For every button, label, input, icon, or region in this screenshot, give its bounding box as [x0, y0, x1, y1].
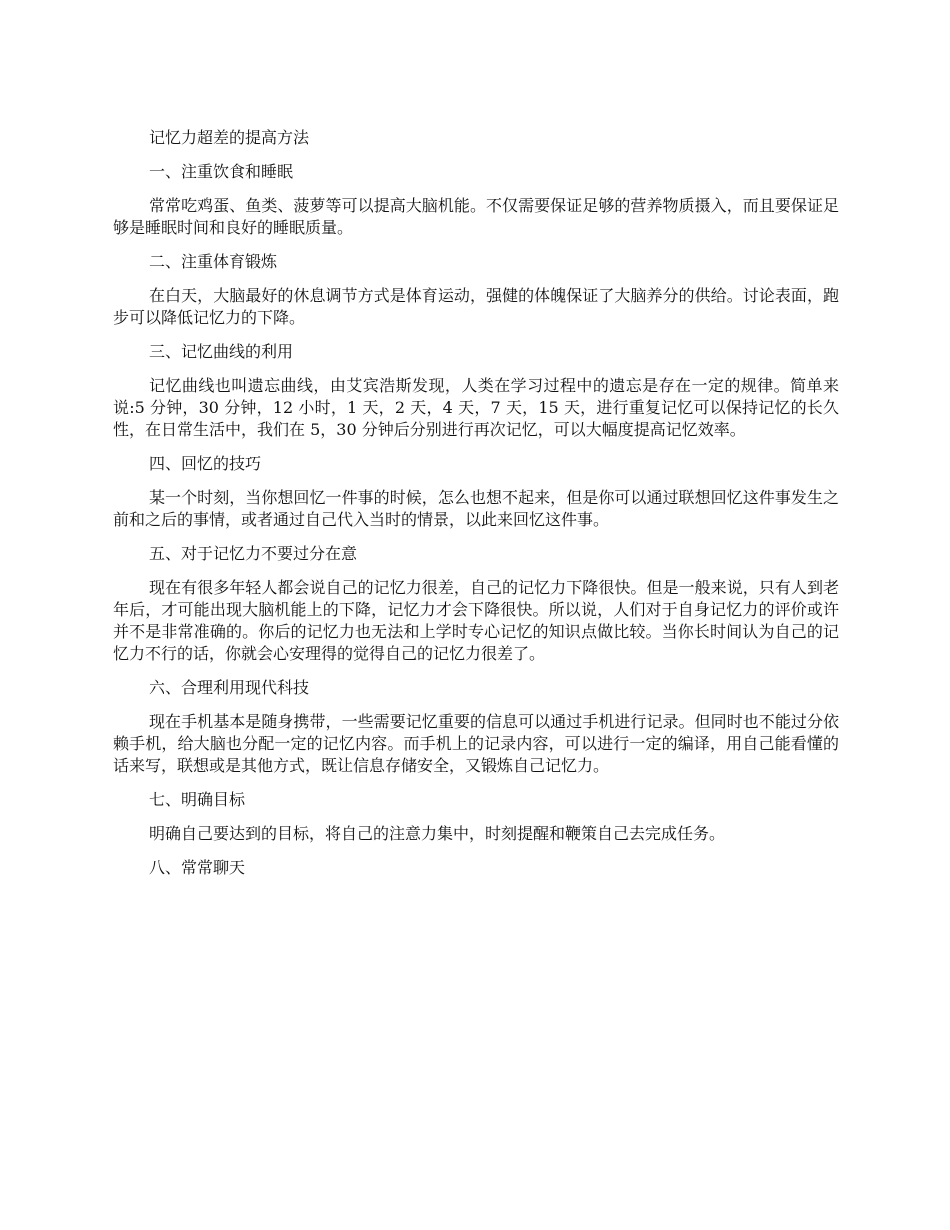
paragraph-technology: 现在手机基本是随身携带，一些需要记忆重要的信息可以通过手机进行记录。但同时也不能过分依赖手机，给大脑也分配一定的记忆内容。而手机上的记录内容，可以进行一定的编译，用自己能看懂的话来写，联想或是其他方式，既让信息存储安全，又锻炼自己记忆力。 — [113, 712, 839, 775]
document-page — [113, 127, 839, 891]
heading-clear-goal: 七、明确目标 — [149, 790, 246, 809]
heading-chat-often: 八、常常聊天 — [149, 858, 246, 877]
paragraph-recall-technique: 某一个时刻，当你想回忆一件事的时候，怎么也想不起来，但是你可以通过联想回忆这件事发生之前和之后的事情，或者通过自己代入当时的情景，以此来回忆这件事。 — [113, 488, 839, 529]
heading-diet-sleep: 一、注重饮食和睡眠 — [149, 162, 294, 181]
paragraph-exercise: 在白天，大脑最好的休息调节方式是体育运动，强健的体魄保证了大脑养分的供给。讨论表面，跑步可以降低记忆力的下降。 — [113, 286, 839, 327]
paragraph-clear-goal: 明确自己要达到的目标，将自己的注意力集中，时刻提醒和鞭策自己去完成任务。 — [149, 824, 726, 843]
paragraph-diet-sleep: 常常吃鸡蛋、鱼类、菠萝等可以提高大脑机能。不仅需要保证足够的营养物质摄入，而且要保证足够是睡眠时间和良好的睡眠质量。 — [113, 196, 839, 237]
heading-dont-worry: 五、对于记忆力不要过分在意 — [149, 544, 358, 563]
document-title: 记忆力超差的提高方法 — [149, 128, 310, 147]
heading-technology: 六、合理利用现代科技 — [149, 678, 310, 697]
paragraph-memory-curve: 记忆曲线也叫遗忘曲线，由艾宾浩斯发现，人类在学习过程中的遗忘是存在一定的规律。简单来说:5 分钟，30 分钟，12 小时，1 天，2 天，4 天，7 天，15 天，进行重复记忆可以保持记忆的长久性，在日常生活中，我们在 5，30 分钟后分别进行再次记忆，可以大幅度提高记忆效率。 — [113, 376, 839, 439]
heading-recall-technique: 四、回忆的技巧 — [149, 454, 262, 473]
paragraph-dont-worry: 现在有很多年轻人都会说自己的记忆力很差，自己的记忆力下降很快。但是一般来说，只有人到老年后，才可能出现大脑机能上的下降，记忆力才会下降很快。所以说，人们对于自身记忆力的评价或许并不是非常准确的。你后的记忆力也无法和上学时专心记忆的知识点做比较。当你长时间认为自己的记忆力不行的话，你就会心安理得的觉得自己的记忆力很差了。 — [113, 578, 839, 663]
heading-memory-curve: 三、记忆曲线的利用 — [149, 342, 294, 361]
heading-exercise: 二、注重体育锻炼 — [149, 252, 278, 271]
